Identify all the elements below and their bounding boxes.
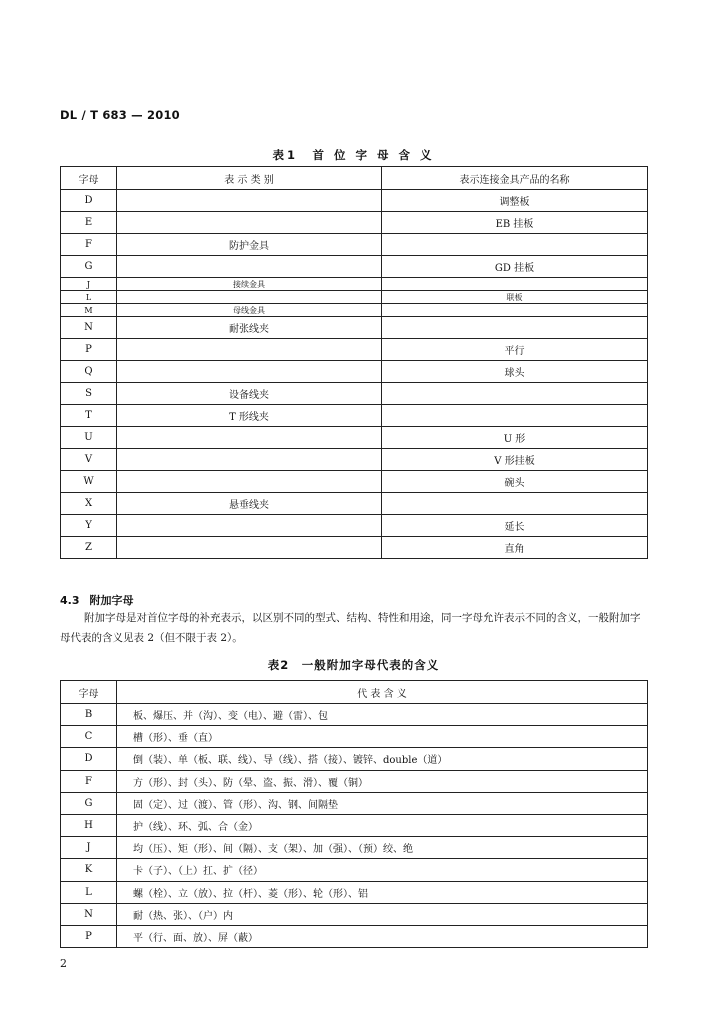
table1-cell-product: GD 挂板 bbox=[382, 256, 648, 278]
table2-cell-letter: L bbox=[61, 881, 117, 903]
table1-cell-letter: P bbox=[61, 339, 117, 361]
table1-cell-letter: N bbox=[61, 317, 117, 339]
table1-cell-category: 悬垂线夹 bbox=[117, 493, 382, 515]
section-paragraph: 附加字母是对首位字母的补充表示，以区别不同的型式、结构、特性和用途，同一字母允许表示不同的含义，一般附加字母代表的含义见表 2（但不限于表 2）。 bbox=[60, 612, 641, 644]
table1-row bbox=[61, 537, 648, 559]
table1-cell-product bbox=[382, 304, 648, 317]
table1-cell-letter: X bbox=[61, 493, 117, 515]
table1-row bbox=[61, 256, 648, 278]
table2-cell-meaning: 卡（子）、（上）扛、扩（径） bbox=[117, 859, 648, 881]
table1-row bbox=[61, 339, 648, 361]
table2-cell-letter: G bbox=[61, 792, 117, 814]
table2-cell-meaning: 护（线）、环、弧、合（金） bbox=[117, 814, 648, 836]
table1-cell-product: 球头 bbox=[382, 361, 648, 383]
table1-cell-category: 设备线夹 bbox=[117, 383, 382, 405]
table1-cell-product: 直角 bbox=[382, 537, 648, 559]
table1-cell-letter: U bbox=[61, 427, 117, 449]
table1-cell-category bbox=[117, 256, 382, 278]
table1-row bbox=[61, 190, 648, 212]
table1-cell-product bbox=[382, 493, 648, 515]
table1-cell-letter: V bbox=[61, 449, 117, 471]
table2-cell-letter: N bbox=[61, 903, 117, 925]
page-number: 2 bbox=[60, 957, 67, 970]
table1-cell-product: V 形挂板 bbox=[382, 449, 648, 471]
table2-row bbox=[61, 837, 648, 859]
table2-row bbox=[61, 748, 648, 770]
table1-row bbox=[61, 278, 648, 291]
table1-cell-product bbox=[382, 317, 648, 339]
table2-header-meaning: 代 表 含 义 bbox=[117, 681, 648, 704]
table1-cell-letter: Q bbox=[61, 361, 117, 383]
table1-cell-category bbox=[117, 291, 382, 304]
table1-cell-product bbox=[382, 234, 648, 256]
table1-cell-category: 耐张线夹 bbox=[117, 317, 382, 339]
table1-cell-letter: T bbox=[61, 405, 117, 427]
table2 bbox=[60, 680, 648, 948]
table1-cell-category: T 形线夹 bbox=[117, 405, 382, 427]
table1-row bbox=[61, 449, 648, 471]
table1-cell-category bbox=[117, 212, 382, 234]
table1-cell-category bbox=[117, 339, 382, 361]
table1-row bbox=[61, 493, 648, 515]
table1-cell-product bbox=[382, 278, 648, 291]
table1-cell-category bbox=[117, 515, 382, 537]
table1-cell-product: U 形 bbox=[382, 427, 648, 449]
table1-cell-category: 接续金具 bbox=[117, 278, 382, 291]
table1 bbox=[60, 166, 648, 559]
table1-cell-product: 延长 bbox=[382, 515, 648, 537]
table1-cell-product bbox=[382, 405, 648, 427]
table1-header-category: 表 示 类 别 bbox=[117, 167, 382, 190]
table1-cell-letter: Z bbox=[61, 537, 117, 559]
table1-cell-letter: Y bbox=[61, 515, 117, 537]
table2-row bbox=[61, 704, 648, 726]
table2-row bbox=[61, 814, 648, 836]
table2-cell-meaning: 倒（装）、单（板、联、线）、导（线）、搭（接）、镀锌、double（道） bbox=[117, 748, 648, 770]
table1-row bbox=[61, 383, 648, 405]
table1-cell-category bbox=[117, 190, 382, 212]
table2-cell-letter: F bbox=[61, 770, 117, 792]
table1-row bbox=[61, 515, 648, 537]
table1-cell-category bbox=[117, 449, 382, 471]
table2-row bbox=[61, 726, 648, 748]
document-id: DL / T 683 — 2010 bbox=[60, 108, 180, 122]
table2-cell-meaning: 槽（形）、垂（直） bbox=[117, 726, 648, 748]
table1-cell-letter: D bbox=[61, 190, 117, 212]
table2-cell-meaning: 螺（栓）、立（放）、拉（杆）、菱（形）、轮（形）、铝 bbox=[117, 881, 648, 903]
table1-cell-product: 碗头 bbox=[382, 471, 648, 493]
table1-cell-product: 调整板 bbox=[382, 190, 648, 212]
table2-row bbox=[61, 792, 648, 814]
section-title: 附加字母 bbox=[89, 594, 134, 607]
table2-row bbox=[61, 903, 648, 925]
table1-cell-letter: J bbox=[61, 278, 117, 291]
table2-row bbox=[61, 859, 648, 881]
table2-cell-meaning: 均（压）、矩（形）、间（隔）、支（架）、加（强）、（预）绞、绝 bbox=[117, 837, 648, 859]
table2-header-row bbox=[61, 681, 648, 704]
table1-row bbox=[61, 405, 648, 427]
table1-cell-category: 母线金具 bbox=[117, 304, 382, 317]
table1-cell-letter: M bbox=[61, 304, 117, 317]
table1-row bbox=[61, 471, 648, 493]
section-heading bbox=[60, 592, 144, 608]
table1-cell-product bbox=[382, 383, 648, 405]
table1-cell-product: 联板 bbox=[382, 291, 648, 304]
table1-row bbox=[61, 212, 648, 234]
table2-cell-meaning: 方（形）、封（头）、防（晕、盗、振、滑）、覆（铜） bbox=[117, 770, 648, 792]
table1-cell-category: 防护金具 bbox=[117, 234, 382, 256]
table1-cell-product: 平行 bbox=[382, 339, 648, 361]
table1-caption: 表1 首 位 字 母 含 义 bbox=[272, 148, 435, 162]
table1-cell-letter: L bbox=[61, 291, 117, 304]
table1-cell-letter: W bbox=[61, 471, 117, 493]
table1-row bbox=[61, 427, 648, 449]
table1-cell-letter: S bbox=[61, 383, 117, 405]
table1-header-letter: 字母 bbox=[61, 167, 117, 190]
table2-header-letter: 字母 bbox=[61, 681, 117, 704]
table2-row bbox=[61, 770, 648, 792]
table1-header-product: 表示连接金具产品的名称 bbox=[382, 167, 648, 190]
table1-cell-category bbox=[117, 471, 382, 493]
table1-cell-letter: F bbox=[61, 234, 117, 256]
table2-row bbox=[61, 925, 648, 947]
table1-cell-category bbox=[117, 537, 382, 559]
table1-cell-category bbox=[117, 427, 382, 449]
table2-cell-letter: B bbox=[61, 704, 117, 726]
table1-row bbox=[61, 304, 648, 317]
table2-cell-meaning: 平（行、面、放）、屏（蔽） bbox=[117, 925, 648, 947]
table1-row bbox=[61, 317, 648, 339]
table1-row bbox=[61, 291, 648, 304]
section-number: 4.3 bbox=[60, 594, 80, 607]
table1-cell-product: EB 挂板 bbox=[382, 212, 648, 234]
table2-cell-letter: P bbox=[61, 925, 117, 947]
table1-row bbox=[61, 234, 648, 256]
table1-cell-category bbox=[117, 361, 382, 383]
table2-cell-letter: K bbox=[61, 859, 117, 881]
table2-cell-meaning: 板、爆压、并（沟）、变（电）、避（雷）、包 bbox=[117, 704, 648, 726]
table2-cell-meaning: 耐（热、张）、（户）内 bbox=[117, 903, 648, 925]
table2-cell-meaning: 固（定）、过（渡）、管（形）、沟、钢、间隔垫 bbox=[117, 792, 648, 814]
table1-header-row bbox=[61, 167, 648, 190]
table2-cell-letter: D bbox=[61, 748, 117, 770]
table2-caption: 表2 一般附加字母代表的含义 bbox=[267, 658, 440, 672]
table2-cell-letter: H bbox=[61, 814, 117, 836]
table1-cell-letter: E bbox=[61, 212, 117, 234]
table1-cell-letter: G bbox=[61, 256, 117, 278]
table1-row bbox=[61, 361, 648, 383]
table2-cell-letter: J bbox=[61, 837, 117, 859]
table2-row bbox=[61, 881, 648, 903]
table2-cell-letter: C bbox=[61, 726, 117, 748]
